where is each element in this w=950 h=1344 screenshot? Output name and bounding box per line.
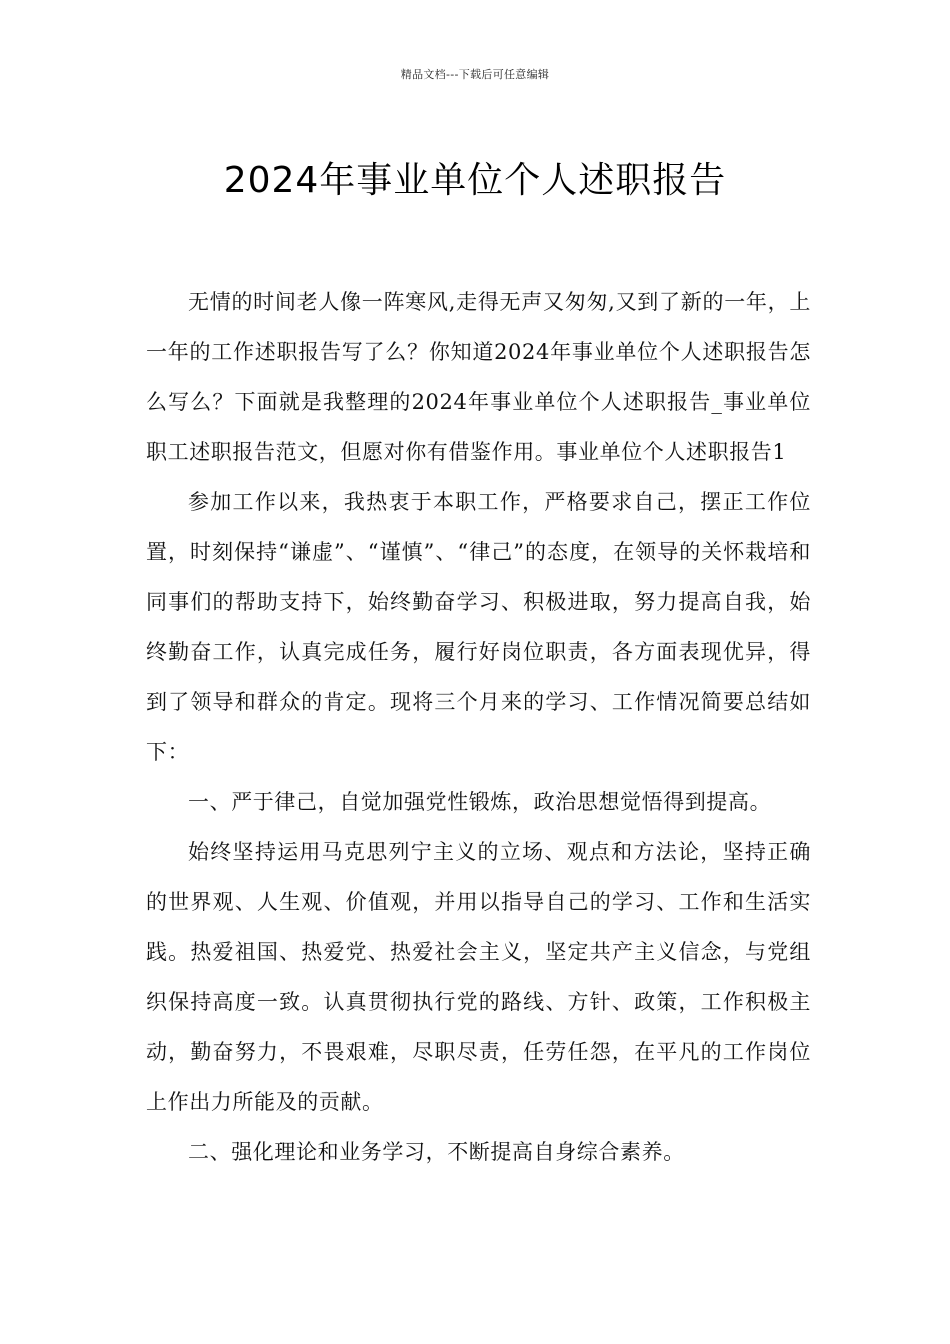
document-title: 2024年事业单位个人述职报告 <box>223 160 727 202</box>
section-heading-1: 一、严于律己，自觉加强党性锻炼，政治思想觉悟得到提高。 <box>188 790 772 814</box>
paragraph-political: 始终坚持运用马克思列宁主义的立场、观点和方法论，坚持正确的世界观、人生观、价值观，并用以指导自己的学习、工作和生活实践。热爱祖国、热爱党、热爱社会主义，坚定共产主义信念，与党组织保持高度一致。认真贯彻执行党的路线、方针、政策，工作积极主动，勤奋努力，不畏艰难，尽职尽责，任劳任怨，在平凡的工作岗位上作出力所能及的贡献。 <box>146 840 811 1114</box>
section-heading-2: 二、强化理论和业务学习，不断提高自身综合素养。 <box>188 1140 685 1164</box>
header-note: 精品文档---下载后可任意编辑 <box>400 68 550 81</box>
document-body <box>146 277 811 1177</box>
paragraph-intro: 无情的时间老人像一阵寒风,走得无声又匆匆,又到了新的一年，上一年的工作述职报告写了么？你知道2024年事业单位个人述职报告怎么写么？下面就是我整理的2024年事业单位个人述职报告_事业单位职工述职报告范文，但愿对你有借鉴作用。事业单位个人述职报告1 <box>146 290 811 464</box>
paragraph-work-summary: 参加工作以来，我热衷于本职工作，严格要求自己，摆正工作位置，时刻保持“谦虚”、“谨慎”、“律己”的态度，在领导的关怀栽培和同事们的帮助支持下，始终勤奋学习、积极进取，努力提高自我，始终勤奋工作，认真完成任务，履行好岗位职责，各方面表现优异，得到了领导和群众的肯定。现将三个月来的学习、工作情况简要总结如下： <box>146 490 811 764</box>
